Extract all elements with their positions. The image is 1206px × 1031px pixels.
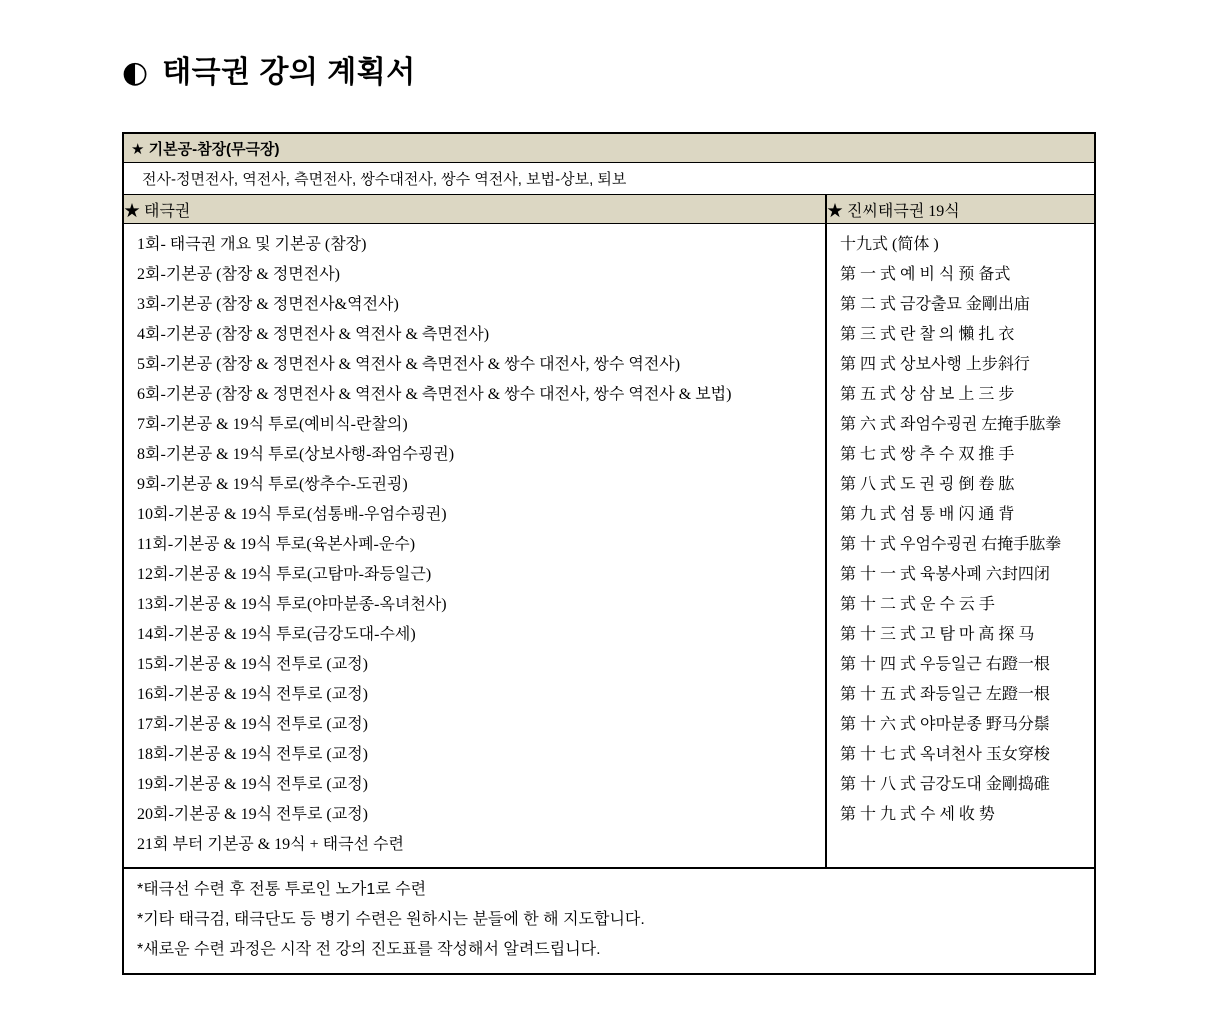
list-item: 第 三 式 란 찰 의 懶 扎 衣 bbox=[840, 326, 1015, 343]
forms-column-header-label: ★ 진씨태극권 19식 bbox=[827, 202, 960, 220]
list-item: 第 十 一 式 육봉사폐 六封四闭 bbox=[840, 566, 1050, 583]
list-item: 19회-기본공 & 19식 전투로 (교정) bbox=[137, 776, 368, 793]
list-item: 4회-기본공 (참장 & 정면전사 & 역전사 & 측면전사) bbox=[137, 326, 490, 343]
list-item: 第 十 二 式 운 수 云 手 bbox=[840, 596, 995, 613]
list-item: 17회-기본공 & 19식 전투로 (교정) bbox=[137, 716, 368, 733]
list-item: 第 七 式 쌍 추 수 双 推 手 bbox=[840, 446, 1015, 463]
list-item: 9회-기본공 & 19식 투로(쌍추수-도권굉) bbox=[137, 476, 408, 493]
list-item: 13회-기본공 & 19식 투로(야마분종-옥녀천사) bbox=[137, 596, 447, 613]
footnote: *기타 태극검, 태극단도 등 병기 수련은 원하시는 분들에 한 해 지도합니다. bbox=[137, 911, 645, 928]
list-item: 5회-기본공 (참장 & 정면전사 & 역전사 & 측면전사 & 쌍수 대전사, 쌍수 역전사) bbox=[137, 356, 681, 373]
curriculum-table bbox=[122, 132, 1096, 975]
list-item: 16회-기본공 & 19식 전투로 (교정) bbox=[137, 686, 368, 703]
list-item: 第 十 五 式 좌등일근 左蹬一根 bbox=[840, 686, 1050, 703]
basics-content-row bbox=[124, 163, 1094, 195]
footnote: *새로운 수련 과정은 시작 전 강의 진도표를 작성해서 알려드립니다. bbox=[137, 941, 601, 958]
columns-header bbox=[124, 195, 1094, 224]
list-item: 3회-기본공 (참장 & 정면전사&역전사) bbox=[137, 296, 399, 313]
list-item: 1회- 태극권 개요 및 기본공 (참장) bbox=[137, 236, 367, 253]
list-item: 十九式 (简体 ) bbox=[840, 236, 939, 253]
list-item: 18회-기본공 & 19식 전투로 (교정) bbox=[137, 746, 368, 763]
list-item: 10회-기본공 & 19식 투로(섬통배-우엄수굉권) bbox=[137, 506, 447, 523]
page-title-text: 태극권 강의 계획서 bbox=[162, 56, 416, 89]
list-item: 第 九 式 섬 통 배 闪 通 背 bbox=[840, 506, 1015, 523]
list-item: 第 一 式 예 비 식 预 备式 bbox=[840, 266, 1011, 283]
forms-list bbox=[827, 224, 1094, 867]
list-item: 第 十 九 式 수 세 收 势 bbox=[840, 806, 995, 823]
list-item: 第 八 式 도 권 굉 倒 卷 肱 bbox=[840, 476, 1015, 493]
basics-section-header bbox=[124, 134, 1094, 163]
list-item: 15회-기본공 & 19식 전투로 (교정) bbox=[137, 656, 368, 673]
lessons-column-header bbox=[124, 195, 827, 223]
list-item: 6회-기본공 (참장 & 정면전사 & 역전사 & 측면전사 & 쌍수 대전사, 쌍수 역전사 & 보법) bbox=[137, 386, 732, 403]
list-item: 2회-기본공 (참장 & 정면전사) bbox=[137, 266, 340, 283]
list-item: 14회-기본공 & 19식 투로(금강도대-수세) bbox=[137, 626, 416, 643]
list-item: 第 十 八 式 금강도대 金剛捣碓 bbox=[840, 776, 1050, 793]
list-item: 7회-기본공 & 19식 투로(예비식-란찰의) bbox=[137, 416, 408, 433]
list-item: 第 五 式 상 삼 보 上 三 步 bbox=[840, 386, 1015, 403]
list-item: 20회-기본공 & 19식 전투로 (교정) bbox=[137, 806, 368, 823]
list-item: 第 十 六 式 야마분종 野马分鬃 bbox=[840, 716, 1050, 733]
lessons-column-header-label: ★ 태극권 bbox=[124, 202, 191, 220]
list-item: 第 二 式 금강출묘 金剛出庙 bbox=[840, 296, 1030, 313]
list-item: 第 六 式 좌엄수굉권 左掩手肱拳 bbox=[840, 416, 1062, 433]
list-item: 第 十 三 式 고 탐 마 高 探 马 bbox=[840, 626, 1035, 643]
half-circle-icon: ◐ bbox=[122, 54, 149, 90]
page-title bbox=[122, 56, 416, 89]
list-item: 21회 부터 기본공 & 19식 + 태극선 수련 bbox=[137, 836, 404, 853]
basics-section-header-label: ★ 기본공-참장(무극장) bbox=[131, 140, 280, 158]
list-item: 第 十 四 式 우등일근 右蹬一根 bbox=[840, 656, 1050, 673]
footnote: *태극선 수련 후 전통 투로인 노가1로 수련 bbox=[137, 881, 427, 898]
list-item: 11회-기본공 & 19식 투로(육본사폐-운수) bbox=[137, 536, 416, 553]
lessons-list bbox=[124, 224, 827, 867]
table-body bbox=[124, 224, 1094, 869]
footnotes-section bbox=[124, 869, 1094, 973]
list-item: 第 十 式 우엄수굉권 右掩手肱拳 bbox=[840, 536, 1062, 553]
list-item: 12회-기본공 & 19식 투로(고탐마-좌등일근) bbox=[137, 566, 432, 583]
list-item: 8회-기본공 & 19식 투로(상보사행-좌엄수굉권) bbox=[137, 446, 455, 463]
list-item: 第 四 式 상보사행 上步斜行 bbox=[840, 356, 1030, 373]
forms-column-header bbox=[827, 195, 1094, 223]
list-item: 第 十 七 式 옥녀천사 玉女穿梭 bbox=[840, 746, 1050, 763]
basics-content-text: 전사-정면전사, 역전사, 측면전사, 쌍수대전사, 쌍수 역전사, 보법-상보, 퇴보 bbox=[142, 171, 627, 188]
